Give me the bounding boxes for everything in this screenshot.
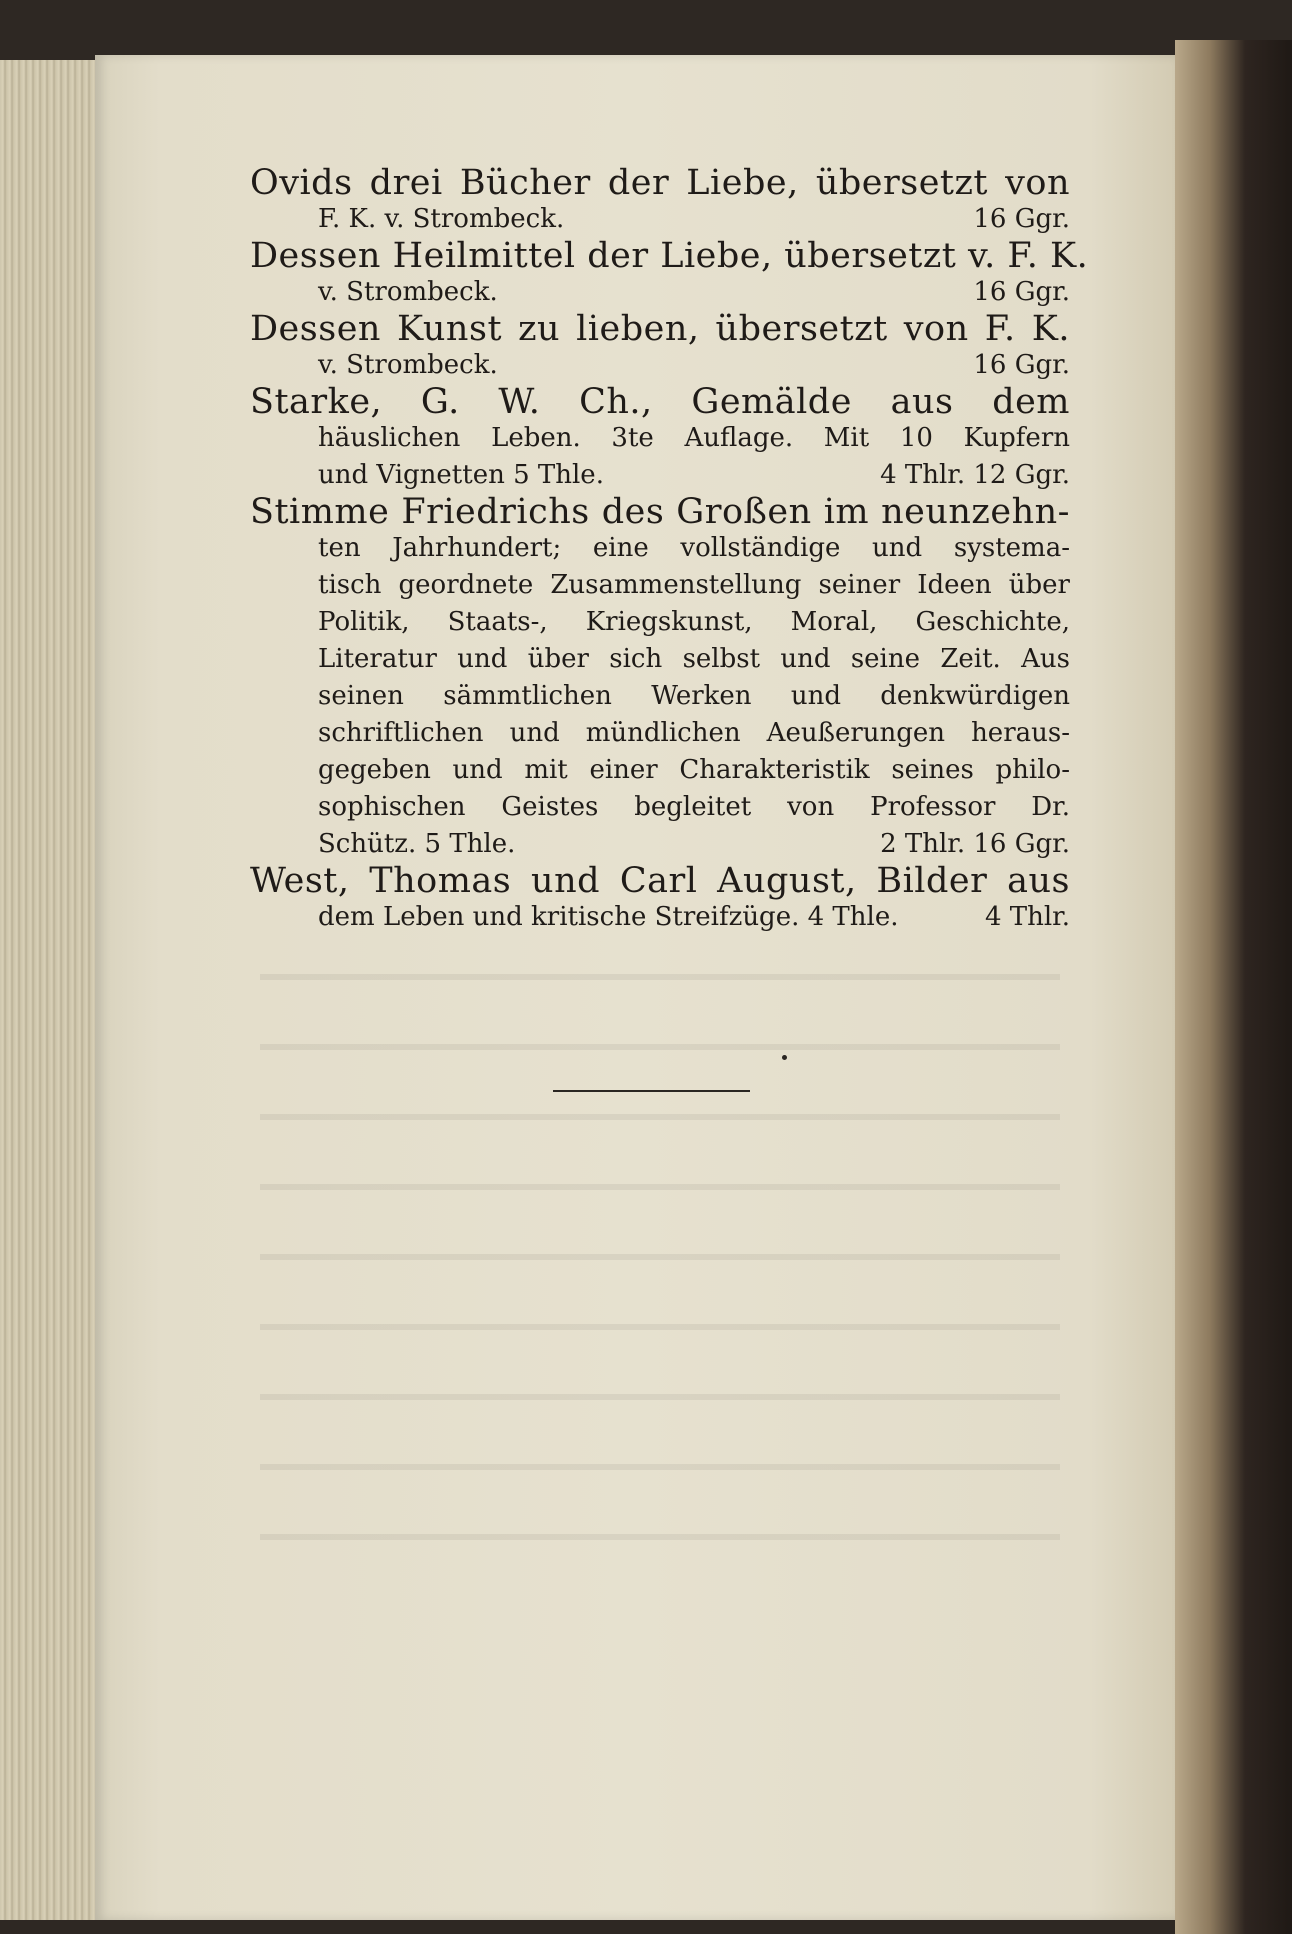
entry-title: West, Thomas und Carl August, Bilder aus — [250, 861, 1070, 901]
entry-price: 16 Ggr. — [973, 277, 1070, 307]
entry-line-text: Literatur und über sich selbst und seine Zeit. Aus — [318, 644, 1070, 674]
entry-line — [250, 826, 1070, 863]
entry-title: Dessen Heilmittel der Liebe, übersetzt v. F. K. — [250, 236, 1089, 276]
entry-line-text: häuslichen Leben. 3te Auflage. Mit 10 Kupfern — [318, 423, 1070, 453]
ink-dot — [782, 1055, 787, 1060]
entry-line-text: v. Strombeck. — [318, 350, 498, 380]
entry-title: Dessen Kunst zu lieben, übersetzt von F. K. — [250, 309, 1070, 349]
entry-price: 4 Thlr. 12 Ggr. — [880, 460, 1070, 490]
entry-line-text: und Vignetten 5 Thle. — [318, 460, 604, 490]
entry-title: Starke, G. W. Ch., Gemälde aus dem — [250, 382, 1070, 422]
entry-line — [250, 899, 1070, 936]
catalog-entry — [250, 384, 1070, 494]
entry-line — [250, 201, 1070, 238]
catalog-entry — [250, 863, 1070, 936]
entry-line — [250, 347, 1070, 384]
entry-line-text: ten Jahrhundert; eine vollständige und systema- — [318, 533, 1070, 563]
entry-line-text: seinen sämmtlichen Werken und denkwürdigen — [318, 681, 1070, 711]
page-stack-edges — [0, 60, 100, 1920]
entry-price: 2 Thlr. 16 Ggr. — [880, 829, 1070, 859]
entry-title: Stimme Friedrichs des Großen im neunzehn- — [250, 492, 1070, 532]
entry-price: 16 Ggr. — [973, 350, 1070, 380]
entry-line-text: v. Strombeck. — [318, 277, 498, 307]
entry-line-text: F. K. v. Strombeck. — [318, 204, 565, 234]
entry-line-text: tisch geordnete Zusammenstellung seiner Ideen über — [318, 570, 1070, 600]
catalog-entry — [250, 236, 1089, 311]
entry-line-text: schriftlichen und mündlichen Aeußerungen heraus- — [318, 718, 1070, 748]
entry-line-text: Schütz. 5 Thle. — [318, 829, 516, 859]
entry-title: Ovids drei Bücher der Liebe, übersetzt von — [250, 163, 1070, 203]
catalog-entry — [250, 494, 1070, 863]
entry-line-text: sophischen Geistes begleitet von Professor Dr. — [318, 792, 1070, 822]
show-through-text — [260, 940, 1060, 1540]
entry-line-text: Politik, Staats-, Kriegskunst, Moral, Geschichte, — [318, 607, 1070, 637]
entry-line-text: gegeben und mit einer Charakteristik seines philo- — [318, 755, 1070, 785]
entry-line — [250, 274, 1070, 311]
end-rule — [553, 1090, 750, 1092]
entry-price: 16 Ggr. — [973, 204, 1070, 234]
catalog-list — [250, 163, 1089, 936]
catalog-entry — [250, 165, 1070, 238]
entry-line-text: dem Leben und kritische Streifzüge. 4 Thle. — [318, 902, 899, 932]
entry-price: 4 Thlr. — [984, 902, 1070, 932]
entry-line — [250, 457, 1070, 494]
catalog-entry — [250, 311, 1070, 384]
book-cover-edge — [1175, 40, 1292, 1934]
